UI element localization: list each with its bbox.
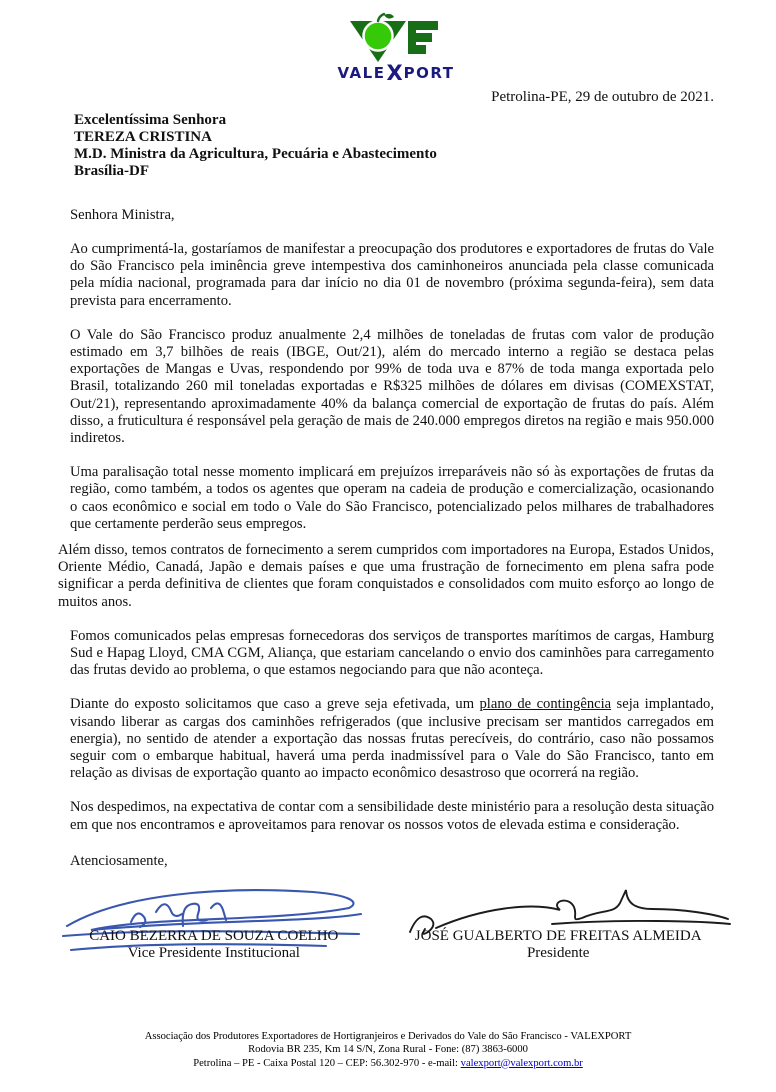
recipient-role: M.D. Ministra da Agricultura, Pecuária e Abastecimento [74,146,437,162]
footer-association-line: Associação dos Produtores Exportadores de Hortigranjeiros e Derivados do Vale do São Francisco - VALEXPORT [144,1030,632,1042]
paragraph-export-contracts: Além disso, temos contratos de fornecimento a serem cumpridos com importadores na Europa, Estados Unidos, Oriente Médio, Canadá, Japão e demais países e que uma frustração de fornecimento em plena safra pode significar a perda definitiva de clientes que foram conquistados e consolidados com muito esforço ao longo de muitos anos. [58,542,714,610]
paragraph-farewell: Nos despedimos, na expectativa de contar com a sensibilidade deste ministério para a resolução desta situação em que nos encontramos e aproveitamos para renovar os nossos votos de elevada estima e consideração. [70,799,714,833]
salutation: Senhora Ministra, [70,207,175,223]
signature-president [402,928,714,962]
letterhead-footer [0,1030,776,1071]
date-line: Petrolina-PE, 29 de outubro de 2021. [491,89,714,105]
signer-name: JOSÉ GUALBERTO DE FREITAS ALMEIDA [414,927,702,944]
signature-vice-president [58,928,370,962]
contingency-underlined-phrase: plano de contingência [479,696,612,713]
paragraph-strike-impact: Uma paralisação total nesse momento implicará em prejuízos irreparáveis não só às exportações de frutas da região, como também, a todos os agentes que operam na cadeia de produção e comercialização, ocasionando o caos econômico e social em todo o Vale do São Francisco, potencializado pelos milhares de trabalhadores que certamente perderão seus empregos. [70,464,714,532]
footer-contact-text: Petrolina – PE - Caixa Postal 120 – CEP: 56.302-970 - e-mail: [193,1057,461,1069]
signer-name: CAIO BEZERRA DE SOUZA COELHO [89,927,339,944]
valexport-fruit-emblem [348,12,444,64]
wordmark-x: X [386,61,403,85]
paragraph-contingency-request [58,696,714,782]
signature-block [58,928,714,962]
wordmark-post: PORT [403,64,455,82]
contingency-pre: Diante do exposto solicitamos que caso a greve seja efetivada, um [70,696,480,713]
footer-address-line: Rodovia BR 235, Km 14 S/N, Zona Rural - Fone: (87) 3863-6000 [248,1044,528,1055]
footer-contact-line [0,1057,776,1071]
contingency-post: seja implantado, visando liberar as cargas dos caminhões refrigerados (que inclusive precisam ser mantidos carregados em energia), no sentido de atender a exportação das nossas frutas perecíveis, do contrário, caso não possamos seguir com o embarque habitual, haverá uma perda inadmissível para o Vale do São Francisco, tanto em relação as divisas de exportação quanto ao impacto econômico desastroso que ocorrerá na região. [70,696,714,782]
recipient-block [58,112,714,180]
signer-title: Vice Presidente Institucional [127,944,300,961]
recipient-name: TEREZA CRISTINA [74,129,212,145]
closing: Atenciosamente, [70,852,168,869]
signer-title: Presidente [526,944,590,961]
paragraph-greeting-concern: Ao cumprimentá-la, gostaríamos de manifestar a preocupação dos produtores e exportadores de frutas do Vale do São Francisco pela iminência greve intempestiva dos caminhoneiros anunciada pela classe comunicada pela mídia nacional, programada para dar início no dia 01 de novembro (próxima segunda-feira), sem data prevista para encerramento. [70,241,714,309]
valexport-logo [68,12,724,85]
email-link[interactable]: valexport@valexport.com.br [460,1057,583,1069]
wordmark-pre: VALE [337,64,386,82]
valexport-wordmark [337,61,455,85]
paragraph-production-figures: O Vale do São Francisco produz anualmente 2,4 milhões de toneladas de frutas com valor de produção estimado em 3,7 bilhões de reais (IBGE, Out/21), além do mercado interno a região se destaca pelas exportações de Mangas e Uvas, respondendo por 99% de toda uva e 87% de toda manga exportada pelo Brasil, totalizando 260 mil toneladas exportadas e R$325 milhões de dólares em divisas (COMEXSTAT, Out/21), representando aproximadamente 40% da balança comercial de exportação de frutas do país. Além disso, a fruticultura é responsável pela geração de mais de 240.000 empregos diretos na região e mais 950.000 indiretos. [70,326,714,447]
paragraph-shipping-companies: Fomos comunicados pelas empresas fornecedoras dos serviços de transportes marítimos de cargas, Hamburg Sud e Hapag Lloyd, CMA CGM, Aliança, que estariam cancelando o envio dos caminhões para carregamento das frutas devido ao problema, o que estamos negociando para que não aconteça. [70,627,714,679]
recipient-city: Brasília-DF [74,163,149,179]
recipient-honorific: Excelentíssima Senhora [74,112,227,128]
